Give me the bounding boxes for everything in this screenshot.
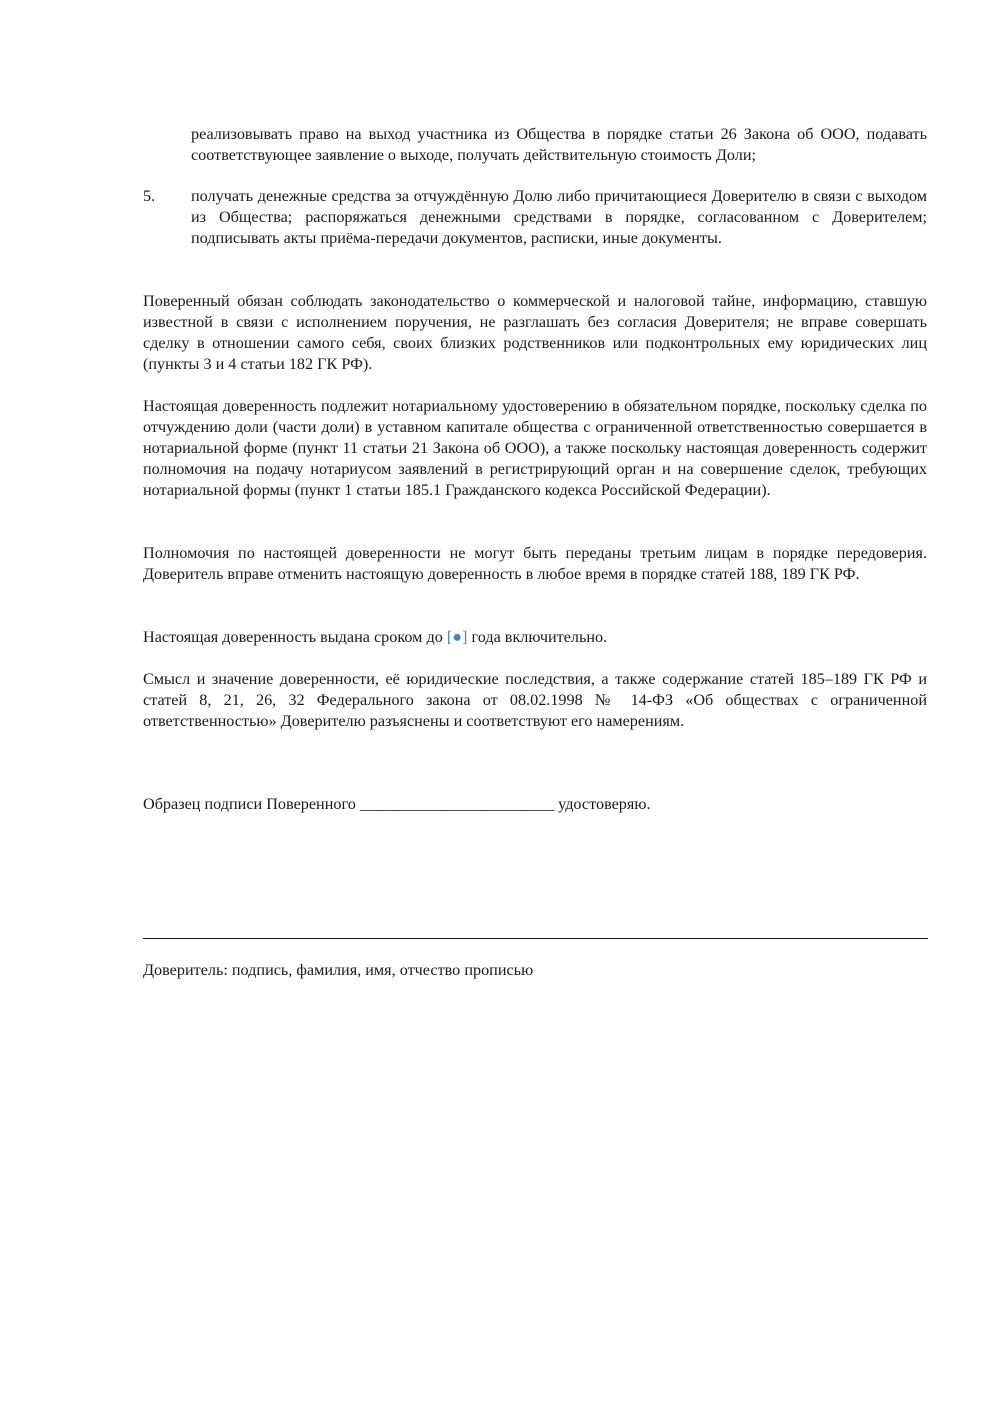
paragraph-meaning: Смысл и значение доверенности, её юридические последствия, а также содержание статей 185–189 ГК РФ и статей 8, 21, 26, 32 Федерального закона от 08.02.1998 № 14-ФЗ «Об обществах с ограниченной ответственностью» Доверителю разъяснены и соответствуют его намерениям. bbox=[143, 670, 927, 730]
list-item-number-5: 5. bbox=[143, 187, 156, 205]
signature-rule bbox=[143, 938, 928, 939]
date-placeholder: [●] bbox=[446, 628, 468, 646]
principal-signature-caption: Доверитель: подпись, фамилия, имя, отчество прописью bbox=[143, 961, 534, 979]
paragraph-term bbox=[143, 627, 927, 648]
paragraph-obligations: Поверенный обязан соблюдать законодательство о коммерческой и налоговой тайне, информацию, ставшую известной в связи с исполнением поручения, не разглашать без согласия Доверителя; не вправе совершать сделку в отношении самого себя, своих близких родственников или подконтрольных ему юридических лиц (пункты 3 и 4 статьи 182 ГК РФ). bbox=[143, 292, 927, 373]
term-text-after: года включительно. bbox=[467, 628, 608, 646]
list-item-continuation: реализовывать право на выход участника из Общества в порядке статьи 26 Закона об ООО, подавать соответствующее заявление о выходе, получать действительную стоимость Доли; bbox=[191, 125, 927, 164]
term-text-before: Настоящая доверенность выдана сроком до bbox=[143, 628, 447, 646]
signature-sample-line: Образец подписи Поверенного ________________________ удостоверяю. bbox=[143, 795, 651, 813]
list-item-5-text: получать денежные средства за отчуждённую Долю либо причитающиеся Доверителю в связи с выходом из Общества; распоряжаться денежными средствами в порядке, согласованном с Доверителем; подписывать акты приёма-передачи документов, расписки, иные документы. bbox=[191, 187, 927, 247]
paragraph-notary: Настоящая доверенность подлежит нотариальному удостоверению в обязательном порядке, поскольку сделка по отчуждению доли (части доли) в уставном капитале общества с ограниченной ответственностью совершается в нотариальной форме (пункт 11 статьи 21 Закона об ООО), а также поскольку настоящая доверенность содержит полномочия на подачу нотариусом заявлений в регистрирующий орган и на совершение сделок, требующих нотариальной формы (пункт 1 статьи 185.1 Гражданского кодекса Российской Федерации). bbox=[143, 397, 927, 499]
paragraph-delegation: Полномочия по настоящей доверенности не могут быть переданы третьим лицам в порядке передоверия. Доверитель вправе отменить настоящую доверенность в любое время в порядке статей 188, 189 ГК РФ. bbox=[143, 544, 927, 583]
